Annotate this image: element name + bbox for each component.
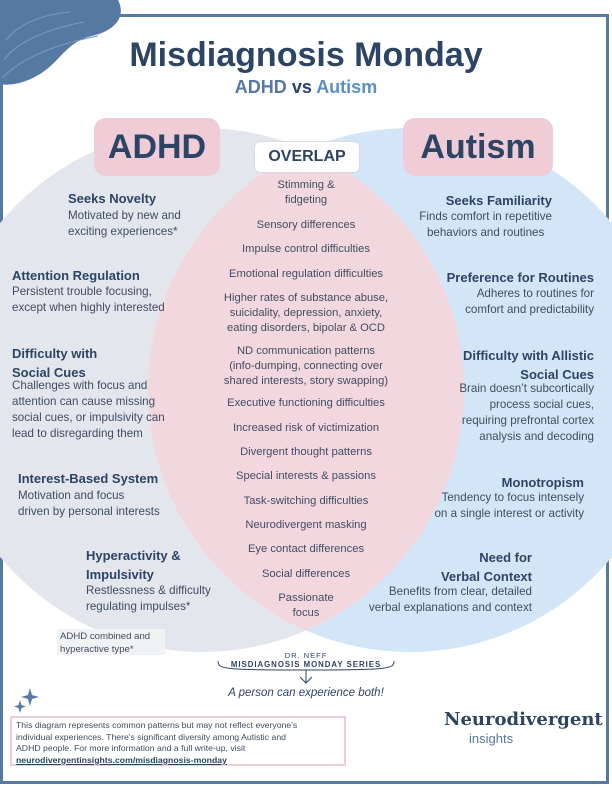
overlap-item-social: Social differences: [261, 568, 351, 580]
adhd-heading-social-cues: Difficulty with Social Cues: [12, 346, 98, 380]
overlap-item-sensory: Sensory differences: [256, 219, 356, 231]
overlap-item-task-switching: Task-switching difficulties: [243, 495, 369, 507]
overlap-item-comorbidities: Higher rates of substance abuse, suicidality, depression, anxiety, eating disorders, bipolar & OCD: [223, 292, 389, 334]
adhd-body-social-cues: Challenges with focus and attention can cause missing social cues, or impulsivity can lead to disregarding them: [12, 379, 165, 440]
autism-heading-routines: Preference for Routines: [446, 270, 594, 285]
website-link[interactable]: neurodivergentinsights.com/misdiagnosis-monday: [16, 754, 227, 765]
brand-name: Neurodivergent: [444, 709, 603, 730]
overlap-item-interests: Special interests & passions: [236, 470, 376, 482]
adhd-body-hyperactivity: Restlessness & difficulty regulating impulses*: [86, 584, 211, 613]
overlap-item-communication: ND communication patterns (info-dumping, connecting over shared interests, story swapping): [223, 345, 389, 387]
autism-body-familiarity: Finds comfort in repetitive behaviors and routines: [419, 210, 552, 239]
overlap-label: OVERLAP: [254, 141, 360, 173]
adhd-heading-hyperactivity: Hyperactivity & Impulsivity: [86, 548, 181, 582]
autism-body-routines: Adheres to routines for comfort and predictability: [465, 287, 594, 316]
overlap-item-masking: Neurodivergent masking: [245, 519, 367, 531]
overlap-item-emotional: Emotional regulation difficulties: [228, 268, 384, 280]
sparkle-icon: [12, 686, 42, 716]
overlap-item-divergent: Divergent thought patterns: [240, 446, 372, 458]
adhd-footnote: ADHD combined and hyperactive type*: [57, 629, 165, 655]
series-author: DR. NEFF: [284, 651, 328, 660]
adhd-body-interest-system: Motivation and focus driven by personal interests: [18, 489, 160, 518]
adhd-heading-attention: Attention Regulation: [12, 268, 140, 283]
adhd-body-attention: Persistent trouble focusing, except when highly interested: [12, 285, 165, 314]
disclaimer-box: This diagram represents common patterns but may not reflect everyone's individual experiences. There's significant diversity among Autistic and ADHD people. For more information and a full write-up, visit neurodivergentinsights.com/misdiagnosis-monday: [10, 716, 346, 766]
tagline: A person can experience both!: [228, 687, 384, 699]
series-name: MISDIAGNOSIS MONDAY SERIES: [230, 660, 382, 669]
overlap-item-impulse: Impulse control difficulties: [242, 243, 370, 255]
adhd-label: ADHD: [94, 118, 220, 176]
subtitle-autism: Autism: [316, 77, 378, 97]
overlap-item-victimization: Increased risk of victimization: [232, 422, 380, 434]
overlap-item-stimming: Stimming & fidgeting: [277, 179, 335, 206]
subtitle-vs: vs: [291, 77, 312, 97]
adhd-heading-novelty: Seeks Novelty: [68, 191, 157, 206]
autism-label: Autism: [403, 118, 553, 176]
autism-heading-familiarity: Seeks Familiarity: [445, 193, 552, 208]
autism-body-verbal-context: Benefits from clear, detailed verbal explanations and context: [368, 585, 532, 614]
overlap-item-eye-contact: Eye contact differences: [247, 543, 365, 555]
autism-body-monotropism: Tendency to focus intensely on a single interest or activity: [434, 491, 584, 520]
subtitle-adhd: ADHD: [234, 77, 287, 97]
autism-heading-monotropism: Monotropism: [501, 475, 584, 490]
adhd-body-novelty: Motivated by new and exciting experiences*: [68, 209, 181, 238]
overlap-item-executive: Executive functioning difficulties: [227, 397, 385, 409]
adhd-heading-interest-system: Interest-Based System: [18, 471, 159, 486]
brand-sub: insights: [469, 731, 514, 746]
autism-heading-verbal-context: Need for Verbal Context: [440, 550, 532, 584]
overlap-item-passionate-focus: Passionate focus: [278, 592, 334, 619]
autism-heading-allistic-cues: Difficulty with Allistic Social Cues: [463, 348, 594, 382]
autism-body-allistic-cues: Brain doesn’t subcortically process social cues, requiring prefrontal cortex analysis and decoding: [459, 382, 594, 443]
page-title: Misdiagnosis Monday: [129, 36, 483, 74]
